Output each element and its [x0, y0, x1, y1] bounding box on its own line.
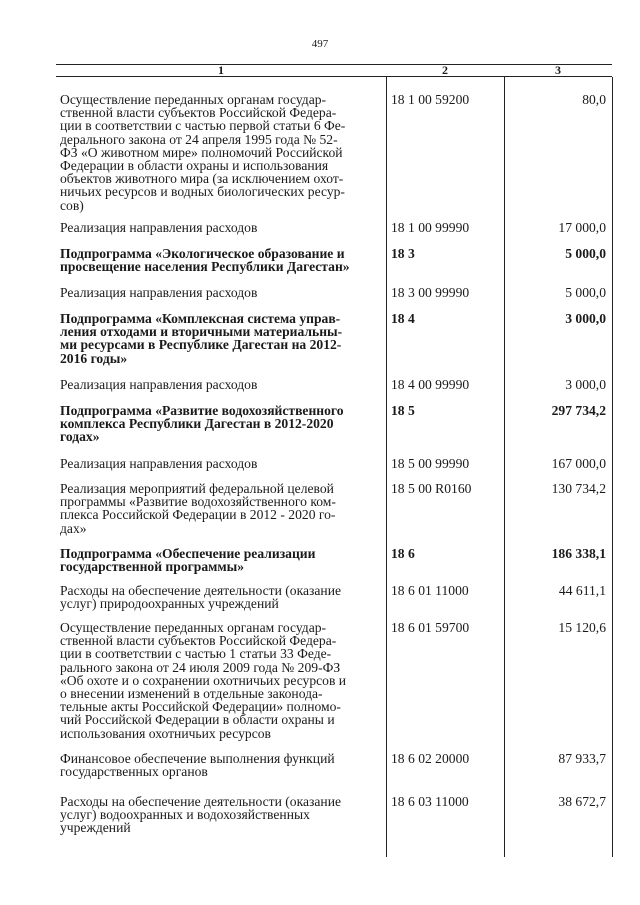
- table-row: [56, 286, 612, 299]
- table-row: [56, 482, 612, 535]
- row-name: Расходы на обеспечение деятельности (оказание услуг) природоохранных учреждений: [60, 583, 342, 612]
- page-number: 497: [311, 38, 329, 50]
- table-row: [56, 221, 612, 234]
- row-amount: 130 734,2: [551, 481, 606, 496]
- row-code: 18 6 02 20000: [391, 751, 470, 766]
- table-row: [56, 378, 612, 391]
- row-name: Осуществление переданных органам государ- ственной власти субъектов Российской Федера- ции в соответствии с частью 1 статьи 33 Феде- рального закона от 24 июля 2009 года № 209-ФЗ «Об охоте и о сохранении охотничьих ресурсов и о внесении изменений в отдельные законода- тельные акты Российской Федерации» полномо- чий Российской Федерации в области охраны и использования охотничьих ресурсов: [60, 620, 347, 741]
- row-amount: 167 000,0: [551, 456, 606, 471]
- table-header: [56, 64, 612, 77]
- row-amount: 44 611,1: [558, 583, 606, 598]
- row-name: Реализация направления расходов: [60, 377, 258, 392]
- table-row: [56, 312, 612, 365]
- row-name: Реализация направления расходов: [60, 220, 258, 235]
- table-row: [56, 247, 612, 273]
- row-name: Подпрограмма «Развитие водохозяйственного комплекса Республики Дагестан в 2012-2020 годах»: [60, 403, 344, 445]
- column-divider: [612, 77, 613, 857]
- row-amount: 5 000,0: [565, 246, 606, 261]
- row-name: Подпрограмма «Комплексная система управ- ления отходами и вторичными материальны- ми ресурсами в Республике Дагестан на 2012- 2016 годы»: [60, 311, 343, 366]
- row-name: Осуществление переданных органам государ- ственной власти субъектов Российской Федера- ции в соответствии с частью первой статьи 6 Фе- дерального закона от 24 апреля 1995 года № 52- ФЗ «О животном мире» полномочий Российской Федерации в области охраны и использования объектов животного мира (за исключением охот- ничьих ресурсов и водных биологических ресур- сов): [60, 92, 346, 213]
- row-code: 18 6 03 11000: [391, 794, 469, 809]
- row-name: Подпрограмма «Обеспечение реализации государственной программы»: [60, 546, 316, 575]
- table-row: [56, 457, 612, 470]
- row-code: 18 1 00 59200: [391, 92, 470, 107]
- row-amount: 38 672,7: [558, 794, 606, 809]
- row-amount: 186 338,1: [551, 546, 606, 561]
- row-name: Реализация направления расходов: [60, 456, 258, 471]
- row-code: 18 6: [391, 546, 415, 561]
- row-name: Расходы на обеспечение деятельности (оказание услуг) водоохранных и водохозяйственных учреждений: [60, 794, 342, 836]
- row-code: 18 4 00 99990: [391, 377, 470, 392]
- row-amount: 15 120,6: [558, 620, 606, 635]
- row-amount: 3 000,0: [565, 311, 606, 326]
- table-row: [56, 752, 612, 778]
- row-code: 18 5: [391, 403, 415, 418]
- row-code: 18 1 00 99990: [391, 220, 470, 235]
- row-code: 18 6 01 59700: [391, 620, 470, 635]
- row-code: 18 5 00 R0160: [391, 481, 472, 496]
- row-amount: 17 000,0: [558, 220, 606, 235]
- row-name: Реализация мероприятий федеральной целевой программы «Развитие водохозяйственного ком- плекса Российской Федерации в 2012 - 2020 го- дах»: [60, 481, 336, 536]
- row-code: 18 3: [391, 246, 415, 261]
- row-amount: 80,0: [582, 92, 606, 107]
- table-row: [56, 795, 612, 835]
- table-row: [56, 93, 612, 212]
- row-amount: 297 734,2: [551, 403, 606, 418]
- header-col-1: 1: [218, 63, 224, 77]
- row-code: 18 5 00 99990: [391, 456, 470, 471]
- table-row: [56, 547, 612, 573]
- header-col-3: 3: [555, 63, 561, 77]
- row-amount: 5 000,0: [565, 285, 606, 300]
- row-name: Реализация направления расходов: [60, 285, 258, 300]
- header-col-2: 2: [442, 63, 448, 77]
- row-name: Финансовое обеспечение выполнения функций государственных органов: [60, 751, 335, 780]
- row-name: Подпрограмма «Экологическое образование и просвещение населения Республики Дагестан»: [60, 246, 350, 275]
- table-row: [56, 584, 612, 610]
- row-code: 18 3 00 99990: [391, 285, 470, 300]
- row-code: 18 6 01 11000: [391, 583, 469, 598]
- table-row: [56, 404, 612, 444]
- row-amount: 87 933,7: [558, 751, 606, 766]
- table-row: [56, 621, 612, 740]
- row-amount: 3 000,0: [565, 377, 606, 392]
- row-code: 18 4: [391, 311, 415, 326]
- budget-table: [56, 64, 612, 837]
- table-body: [56, 77, 612, 837]
